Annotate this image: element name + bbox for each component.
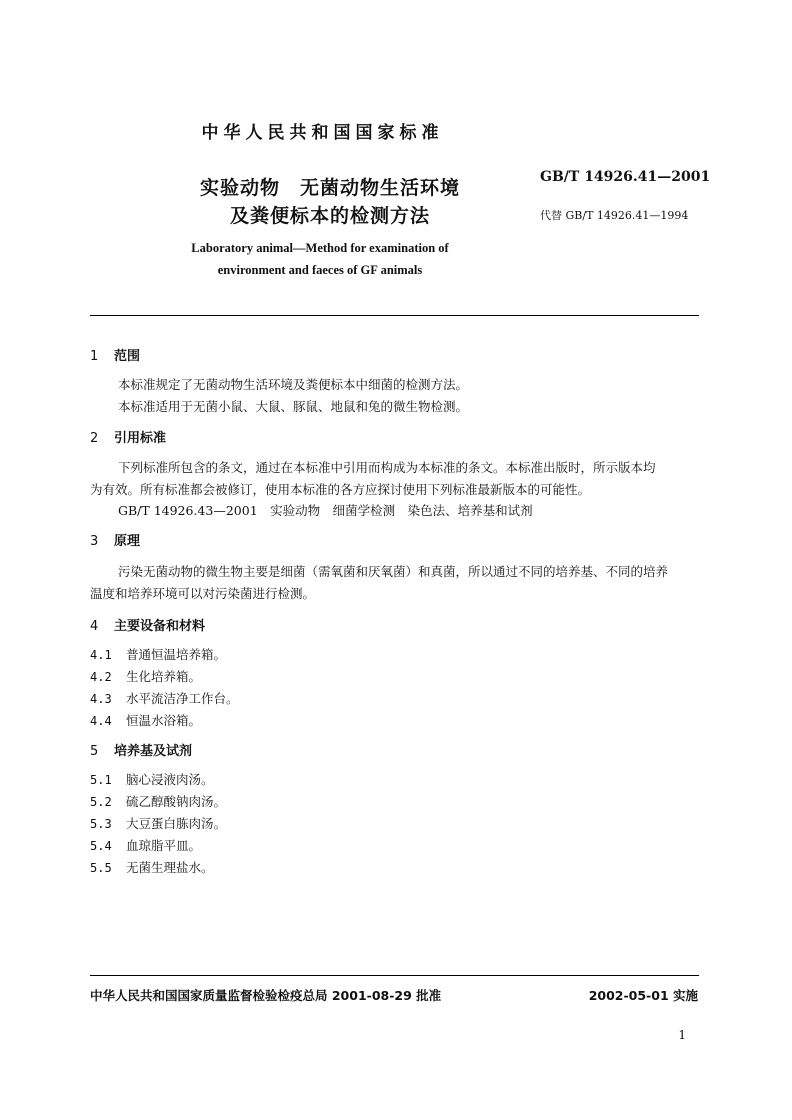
- section-heading: [90, 530, 140, 549]
- implementation-date: 2002-05-01 实施: [588, 988, 698, 1003]
- section-heading: [90, 615, 205, 634]
- list-item: [90, 814, 226, 832]
- page-number: 1: [678, 1028, 686, 1042]
- referenced-standard: GB/T 14926.43—2001 实验动物 细菌学检测 染色法、培养基和试剂: [118, 503, 533, 518]
- footer-divider: [90, 975, 699, 976]
- section-heading: [90, 740, 192, 759]
- list-item: [90, 836, 201, 854]
- english-title-line-2: environment and faeces of GF animals: [217, 263, 423, 277]
- document-title-line-2: 及粪便标本的检测方法: [229, 205, 430, 227]
- item-text: 大豆蛋白胨肉汤。: [126, 816, 227, 831]
- item-text: 脑心浸液肉汤。: [126, 772, 214, 787]
- item-number: 4.4: [90, 714, 112, 728]
- paragraph: 为有效。所有标准都会被修订，使用本标准的各方应探讨使用下列标准最新版本的可能性。: [90, 482, 591, 497]
- item-number: 5.4: [90, 839, 112, 853]
- list-item: [90, 792, 226, 810]
- item-text: 恒温水浴箱。: [126, 713, 202, 728]
- standard-code: GB/T 14926.41—2001: [540, 169, 711, 185]
- item-number: 5.3: [90, 817, 112, 831]
- section-heading: [90, 345, 140, 364]
- section-number: 5: [90, 744, 99, 759]
- paragraph: 温度和培养环境可以对污染菌进行检测。: [90, 586, 316, 601]
- section-title: 培养基及试剂: [114, 744, 193, 759]
- section-number: 2: [90, 431, 99, 446]
- section-number: 1: [90, 349, 99, 364]
- paragraph: 本标准规定了无菌动物生活环境及粪便标本中细菌的检测方法。: [118, 377, 469, 392]
- section-number: 4: [90, 619, 99, 634]
- item-text: 血琼脂平皿。: [126, 838, 202, 853]
- section-title: 范围: [114, 349, 141, 364]
- section-heading: [90, 427, 166, 446]
- national-standard-heading: 中华人民共和国国家标准: [201, 123, 444, 143]
- item-text: 无菌生理盐水。: [126, 860, 214, 875]
- list-item: [90, 858, 214, 876]
- list-item: [90, 711, 201, 729]
- list-item: [90, 645, 226, 663]
- item-number: 4.2: [90, 670, 112, 684]
- item-number: 5.1: [90, 773, 112, 787]
- item-text: 普通恒温培养箱。: [126, 647, 227, 662]
- list-item: [90, 667, 201, 685]
- approval-statement: 中华人民共和国国家质量监督检验检疫总局 2001-08-29 批准: [90, 988, 442, 1003]
- item-number: 4.3: [90, 692, 112, 706]
- item-number: 5.5: [90, 861, 112, 875]
- section-title: 主要设备和材料: [114, 619, 206, 634]
- header-divider: [90, 315, 699, 316]
- item-text: 水平流洁净工作台。: [126, 691, 239, 706]
- paragraph: 下列标准所包含的条文，通过在本标准中引用而构成为本标准的条文。本标准出版时，所示版本均: [118, 460, 656, 475]
- item-number: 5.2: [90, 795, 112, 809]
- paragraph: 污染无菌动物的微生物主要是细菌（需氧菌和厌氧菌）和真菌，所以通过不同的培养基、不同的培养: [118, 564, 669, 579]
- item-number: 4.1: [90, 648, 112, 662]
- item-text: 生化培养箱。: [126, 669, 202, 684]
- list-item: [90, 689, 239, 707]
- section-title: 引用标准: [114, 431, 167, 446]
- section-title: 原理: [114, 534, 141, 549]
- english-title-line-1: Laboratory animal—Method for examination of: [191, 241, 449, 255]
- document-title-line-1: 实验动物 无菌动物生活环境: [199, 177, 460, 199]
- replaces-standard: 代替 GB/T 14926.41—1994: [540, 209, 689, 222]
- paragraph: 本标准适用于无菌小鼠、大鼠、豚鼠、地鼠和兔的微生物检测。: [118, 399, 469, 414]
- section-number: 3: [90, 534, 99, 549]
- list-item: [90, 770, 214, 788]
- item-text: 硫乙醇酸钠肉汤。: [126, 794, 227, 809]
